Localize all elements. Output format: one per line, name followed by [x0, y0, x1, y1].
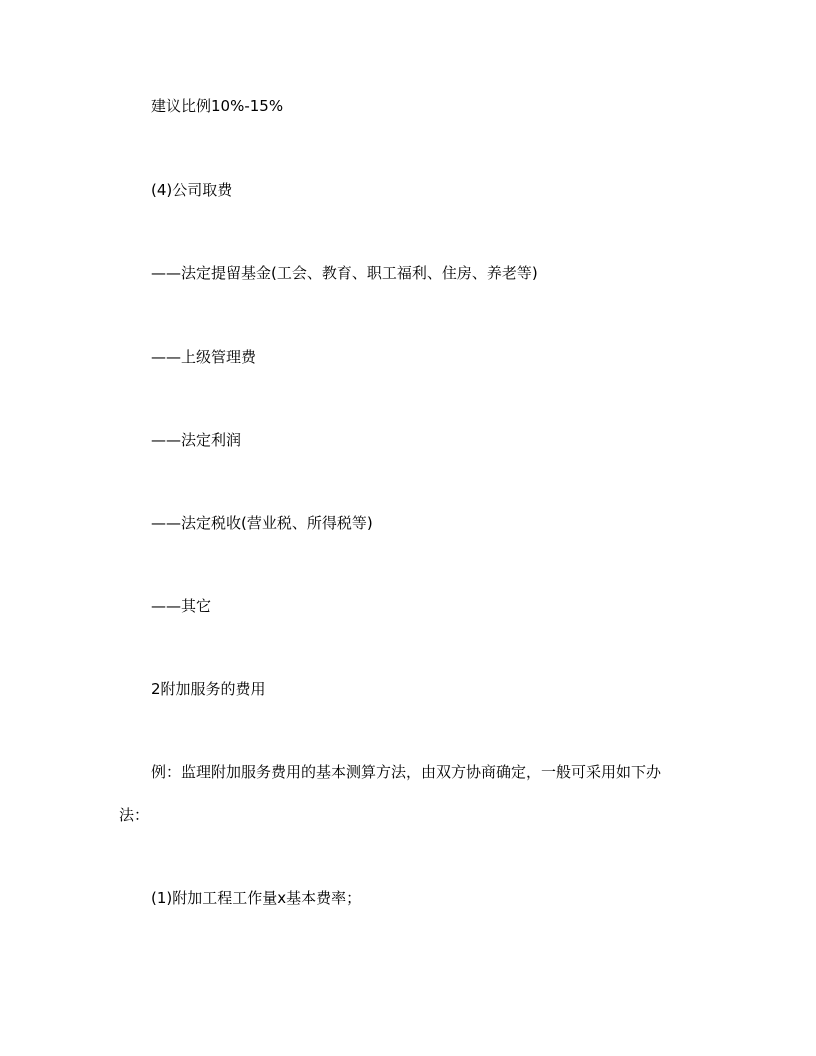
statutory-profit-item: ——法定利润	[151, 431, 242, 449]
statutory-fund-item: ——法定提留基金(工会、教育、职工福利、住房、养老等)	[151, 264, 538, 282]
example-paragraph-line-1: 例：监理附加服务费用的基本测算方法，由双方协商确定，一般可采用如下办	[151, 763, 662, 781]
example-paragraph-line-2: 法：	[119, 806, 150, 824]
statutory-tax-item: ——法定税收(营业税、所得税等)	[151, 514, 373, 532]
suggested-ratio-line: 建议比例10%-15%	[151, 97, 284, 115]
other-item: ——其它	[151, 597, 212, 615]
management-fee-item: ——上级管理费	[151, 348, 257, 366]
method-item-1: (1)附加工程工作量x基本费率；	[151, 889, 362, 907]
company-fee-heading: (4)公司取费	[151, 181, 233, 199]
additional-service-heading: 2附加服务的费用	[151, 680, 266, 698]
